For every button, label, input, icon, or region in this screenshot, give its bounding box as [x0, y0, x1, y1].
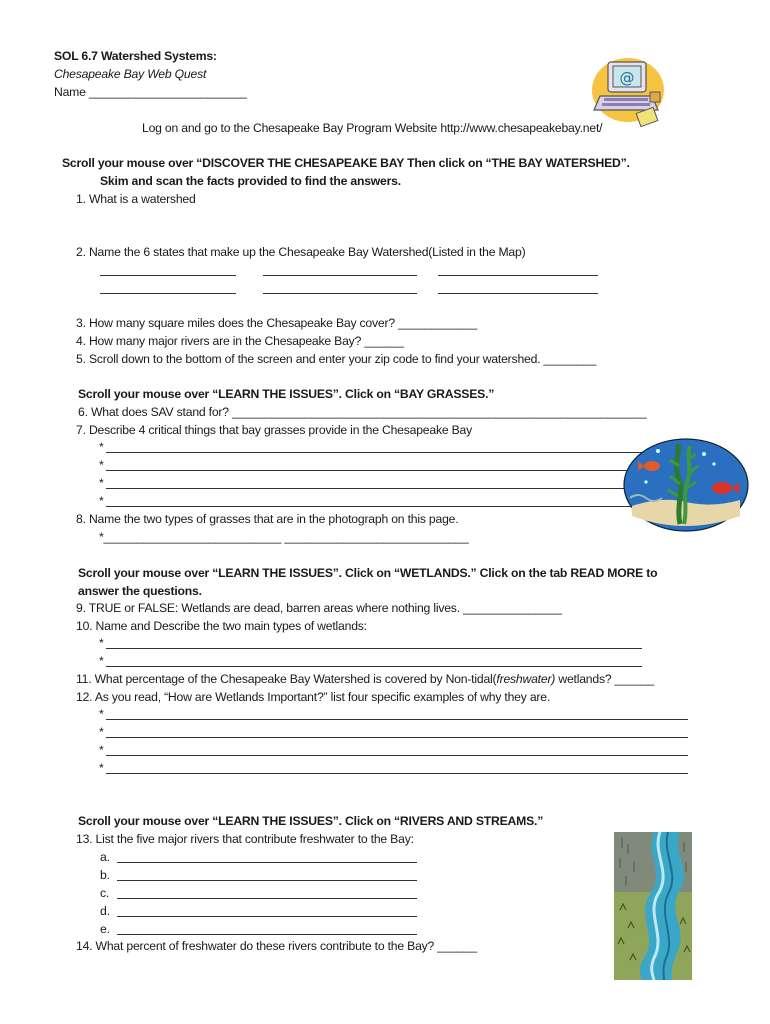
river-item-e: e.	[100, 922, 110, 936]
question-8: 8. Name the two types of grasses that are in the photograph on this page.	[76, 512, 459, 526]
river-item-c: c.	[100, 886, 110, 900]
bay-grasses-clipart	[622, 436, 750, 534]
question-14: 14. What percent of freshwater do these rivers contribute to the Bay? ______	[76, 939, 477, 953]
state-blank-5[interactable]	[263, 293, 417, 294]
river-item-d: d.	[100, 904, 110, 918]
computer-clipart	[586, 52, 668, 134]
bullet: *	[99, 707, 104, 721]
question-8-blanks: *___________________________ ____________________________	[99, 530, 469, 544]
state-blank-1[interactable]	[100, 275, 236, 276]
section1-heading: Scroll your mouse over “DISCOVER THE CHESAPEAKE BAY Then click on “THE BAY WATERSHED”.	[62, 156, 630, 170]
bullet: *	[99, 476, 104, 490]
river-clipart	[614, 832, 692, 980]
state-blank-2[interactable]	[263, 275, 417, 276]
answer-line[interactable]	[117, 880, 417, 881]
question-2: 2. Name the 6 states that make up the Chesapeake Bay Watershed(Listed in the Map)	[76, 245, 526, 259]
river-item-b: b.	[100, 868, 110, 882]
bullet: *	[99, 494, 104, 508]
section1-subheading: Skim and scan the facts provided to find the answers.	[100, 174, 401, 188]
answer-line[interactable]	[106, 648, 642, 649]
worksheet-subtitle: Chesapeake Bay Web Quest	[54, 67, 207, 81]
section3-heading: Scroll your mouse over “LEARN THE ISSUES”. Click on “WETLANDS.” Click on the tab READ MORE to	[78, 566, 658, 580]
bullet: *	[99, 458, 104, 472]
river-item-a: a.	[100, 850, 110, 864]
answer-line[interactable]	[117, 862, 417, 863]
answer-line[interactable]	[106, 506, 646, 507]
question-3: 3. How many square miles does the Chesapeake Bay cover? ____________	[76, 316, 478, 330]
question-6: 6. What does SAV stand for? _______________________________________________________________	[78, 405, 647, 419]
question-11: 11. What percentage of the Chesapeake Bay Watershed is covered by Non-tidal(freshwater) wetlands? ______	[76, 672, 655, 686]
state-blank-4[interactable]	[100, 293, 236, 294]
state-blank-3[interactable]	[438, 275, 598, 276]
name-field: Name ________________________	[54, 85, 247, 99]
question-12: 12. As you read, “How are Wetlands Important?” list four specific examples of why they are.	[76, 690, 551, 704]
bullet: *	[99, 440, 104, 454]
intro-instruction: Log on and go to the Chesapeake Bay Program Website http://www.chesapeakebay.net/	[142, 121, 603, 135]
answer-line[interactable]	[117, 916, 417, 917]
question-7: 7. Describe 4 critical things that bay grasses provide in the Chesapeake Bay	[76, 423, 473, 437]
answer-line[interactable]	[117, 934, 417, 935]
bullet: *	[99, 761, 104, 775]
worksheet-title: SOL 6.7 Watershed Systems:	[54, 49, 217, 63]
answer-line[interactable]	[106, 488, 646, 489]
state-blank-6[interactable]	[438, 293, 598, 294]
question-10: 10. Name and Describe the two main types of wetlands:	[76, 619, 367, 633]
answer-line[interactable]	[106, 470, 646, 471]
section2-heading: Scroll your mouse over “LEARN THE ISSUES”. Click on “BAY GRASSES.”	[78, 387, 495, 401]
question-4: 4. How many major rivers are in the Chesapeake Bay? ______	[76, 334, 404, 348]
bullet: *	[99, 654, 104, 668]
answer-line[interactable]	[106, 737, 688, 738]
answer-line[interactable]	[106, 755, 688, 756]
bullet: *	[99, 636, 104, 650]
answer-line[interactable]	[106, 666, 642, 667]
answer-line[interactable]	[117, 898, 417, 899]
bullet: *	[99, 725, 104, 739]
answer-line[interactable]	[106, 719, 688, 720]
svg-text:@: @	[619, 69, 635, 87]
answer-line[interactable]	[106, 773, 688, 774]
bullet: *	[99, 743, 104, 757]
answer-line[interactable]	[106, 452, 646, 453]
question-13: 13. List the five major rivers that contribute freshwater to the Bay:	[76, 832, 414, 846]
question-5: 5. Scroll down to the bottom of the screen and enter your zip code to find your watershed. ________	[76, 352, 597, 366]
section4-heading: Scroll your mouse over “LEARN THE ISSUES”. Click on “RIVERS AND STREAMS.”	[78, 814, 544, 828]
question-1: 1. What is a watershed	[76, 192, 196, 206]
section3-subheading: answer the questions.	[78, 584, 202, 598]
question-9: 9. TRUE or FALSE: Wetlands are dead, barren areas where nothing lives. _______________	[76, 601, 562, 615]
